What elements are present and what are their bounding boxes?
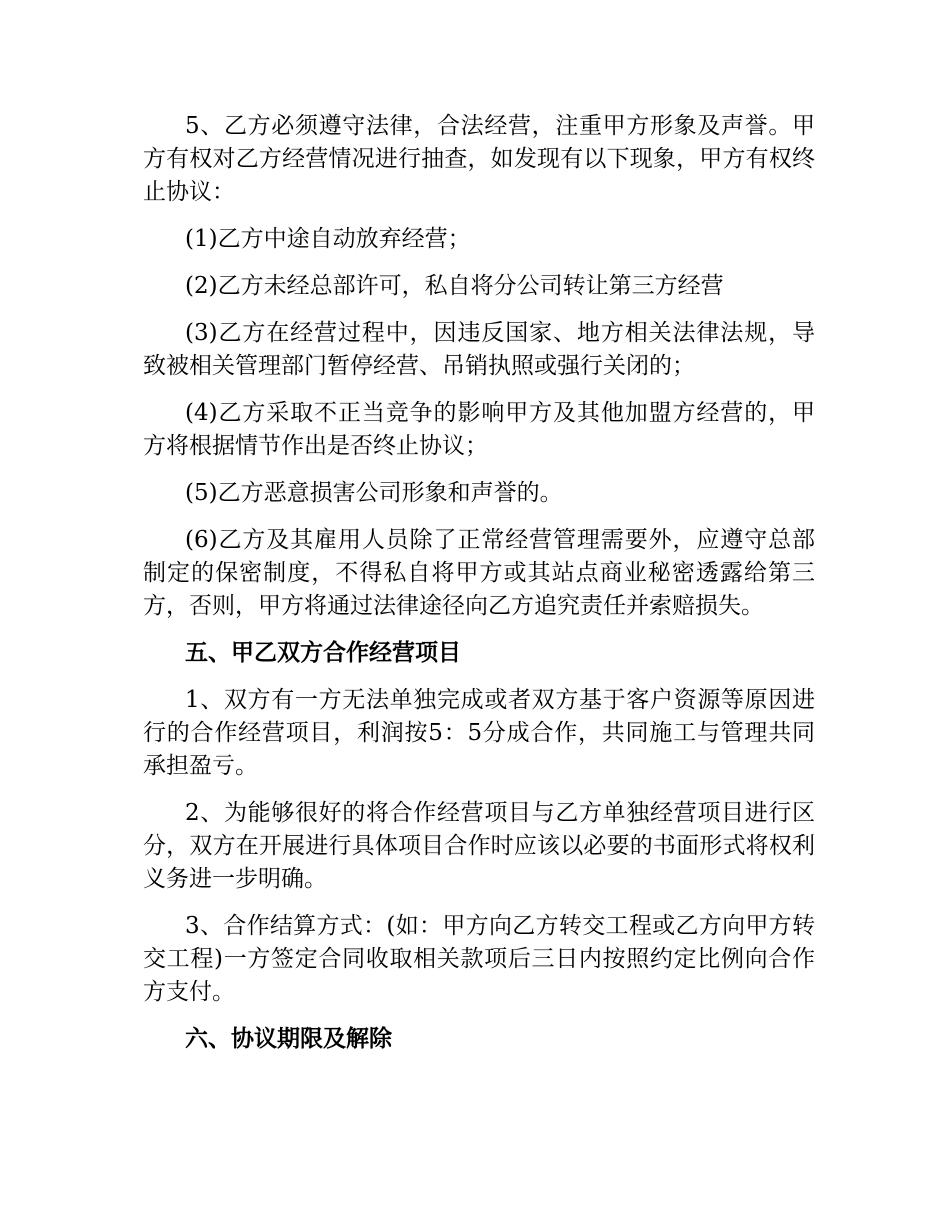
clause-5-paragraph: 5、乙方必须遵守法律，合法经营，注重甲方形象及声誉。甲方有权对乙方经营情况进行抽查，如发现有以下现象，甲方有权终止协议： (143, 113, 815, 205)
clause-5-item-3: (3)乙方在经营过程中，因违反国家、地方相关法律法规，导致被相关管理部门暂停经营、吊销执照或强行关闭的； (143, 320, 815, 379)
clause-5-item-4: (4)乙方采取不正当竞争的影响甲方及其他加盟方经营的，甲方将根据情节作出是否终止协议； (143, 400, 815, 459)
section-heading-5: 五、甲乙双方合作经营项目 (185, 640, 461, 666)
section-5-clause-2: 2、为能够很好的将合作经营项目与乙方单独经营项目进行区分，双方在开展进行具体项目合作时应该以必要的书面形式将权利义务进一步明确。 (143, 800, 815, 892)
clause-5-item-6: (6)乙方及其雇用人员除了正常经营管理需要外，应遵守总部制定的保密制度，不得私自将甲方或其站点商业秘密透露给第三方，否则，甲方将通过法律途径向乙方追究责任并索赔损失。 (143, 527, 815, 619)
section-5-clause-1: 1、双方有一方无法单独完成或者双方基于客户资源等原因进行的合作经营项目，利润按5：5分成合作，共同施工与管理共同承担盈亏。 (143, 687, 815, 779)
section-5-clause-3: 3、合作结算方式：(如：甲方向乙方转交工程或乙方向甲方转交工程)一方签定合同收取相关款项后三日内按照约定比例向合作方支付。 (143, 913, 815, 1005)
clause-5-item-2: (2)乙方未经总部许可，私自将分公司转让第三方经营 (185, 273, 724, 299)
clause-5-item-5: (5)乙方恶意损害公司形象和声誉的。 (185, 480, 563, 506)
section-heading-6: 六、协议期限及解除 (185, 1026, 392, 1052)
document-page (143, 110, 815, 1070)
clause-5-item-1: (1)乙方中途自动放弃经营； (185, 226, 471, 252)
